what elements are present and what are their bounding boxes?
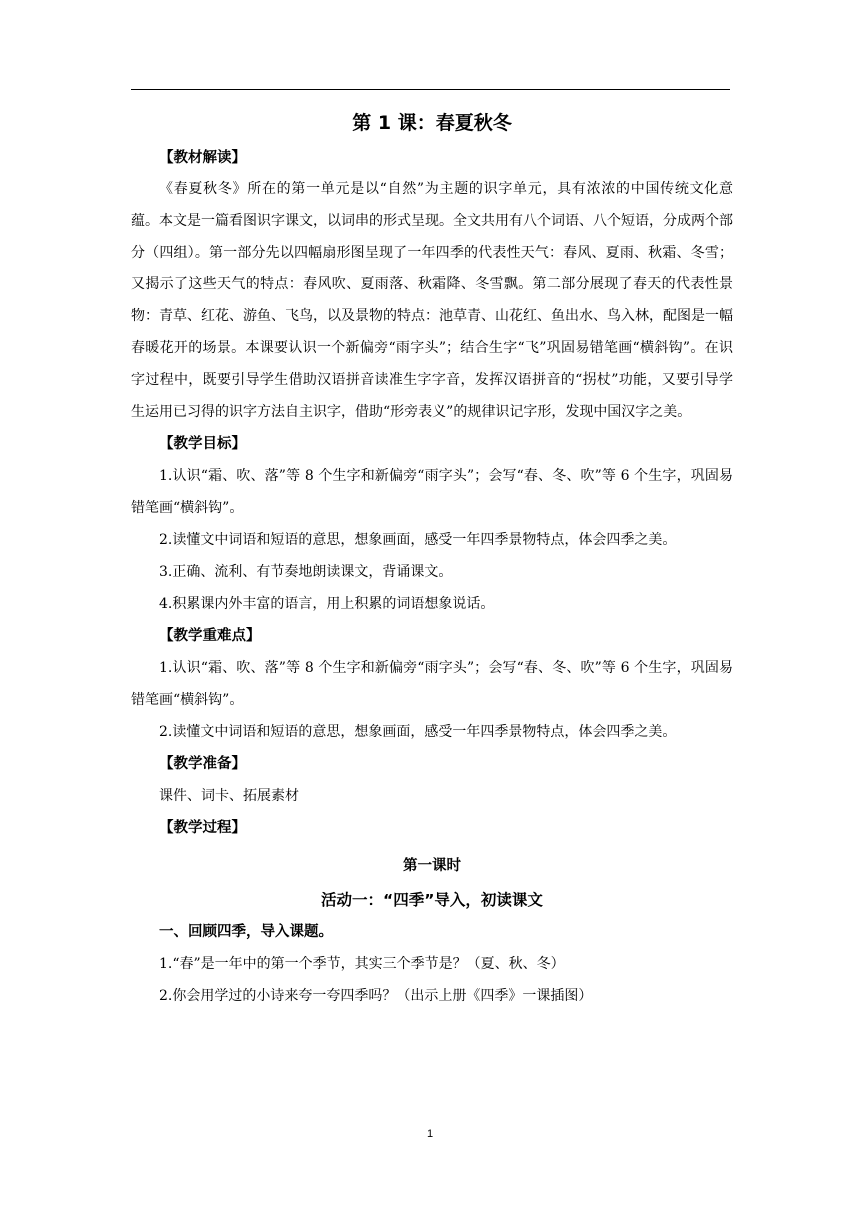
- textbook-analysis-paragraph: 《春夏秋冬》所在的第一单元是以“自然”为主题的识字单元，具有浓浓的中国传统文化意蕴。本文是一篇看图识字课文，以词串的形式呈现。全文共用有八个词语、八个短语，分成两个部分（四组）。第一部分先以四幅扇形图呈现了一年四季的代表性天气：春风、夏雨、秋霜、冬雪；又揭示了这些天气的特点：春风吹、夏雨落、秋霜降、冬雪飘。第二部分展现了春天的代表性景物：青草、红花、游鱼、飞鸟，以及景物的特点：池草青、山花红、鱼出水、鸟入林，配图是一幅春暖花开的场景。本课要认识一个新偏旁“雨字头”；结合生字“飞”巩固易错笔画“横斜钩”。在识字过程中，既要引导学生借助汉语拼音读准生字字音，发挥汉语拼音的“拐杖”功能，又要引导学生运用已习得的识字方法自主识字，借助“形旁表义”的规律识记字形，发现中国汉字之美。: [131, 181, 733, 420]
- section-heading-process: 【教学过程】: [159, 820, 246, 837]
- teaching-goal-item: 4.积累课内外丰富的语言，用上积累的词语想象说话。: [159, 596, 495, 613]
- section-heading-preparation: 【教学准备】: [159, 756, 246, 773]
- lesson-title: 第一课时: [403, 858, 461, 875]
- section-heading-teaching-goals: 【教学目标】: [159, 436, 246, 453]
- key-point-item: 2.读懂文中词语和短语的意思，想象画面，感受一年四季景物特点，体会四季之美。: [159, 724, 677, 741]
- process-item: 1.“春”是一年中的第一个季节，其实三个季节是？（夏、秋、冬）: [159, 956, 565, 973]
- teaching-goal-item: 2.读懂文中词语和短语的意思，想象画面，感受一年四季景物特点，体会四季之美。: [159, 532, 677, 549]
- section-heading-textbook-analysis: 【教材解读】: [159, 150, 246, 166]
- teaching-goal-item: 3.正确、流利、有节奏地朗读课文，背诵课文。: [159, 564, 453, 581]
- activity-title: 活动一：“四季”导入，初读课文: [321, 891, 543, 910]
- document-body: [131, 104, 733, 1012]
- step-heading: 一、回顾四季，导入课题。: [159, 924, 333, 941]
- header-rule: [131, 89, 730, 90]
- process-item: 2.你会用学过的小诗来夸一夸四季吗？（出示上册《四季》一课插图）: [159, 988, 593, 1005]
- page-number: 1: [426, 1128, 434, 1140]
- section-heading-key-points: 【教学重难点】: [159, 628, 261, 645]
- preparation-text: 课件、词卡、拓展素材: [159, 788, 299, 805]
- page-title: 第 1 课：春夏秋冬: [352, 112, 512, 134]
- key-point-item: 1.认识“霜、吹、落”等 8 个生字和新偏旁“雨字头”；会写“春、冬、吹”等 6 个生字，巩固易错笔画“横斜钩”。: [131, 660, 733, 709]
- teaching-goal-item: 1.认识“霜、吹、落”等 8 个生字和新偏旁“雨字头”；会写“春、冬、吹”等 6 个生字，巩固易错笔画“横斜钩”。: [131, 468, 733, 517]
